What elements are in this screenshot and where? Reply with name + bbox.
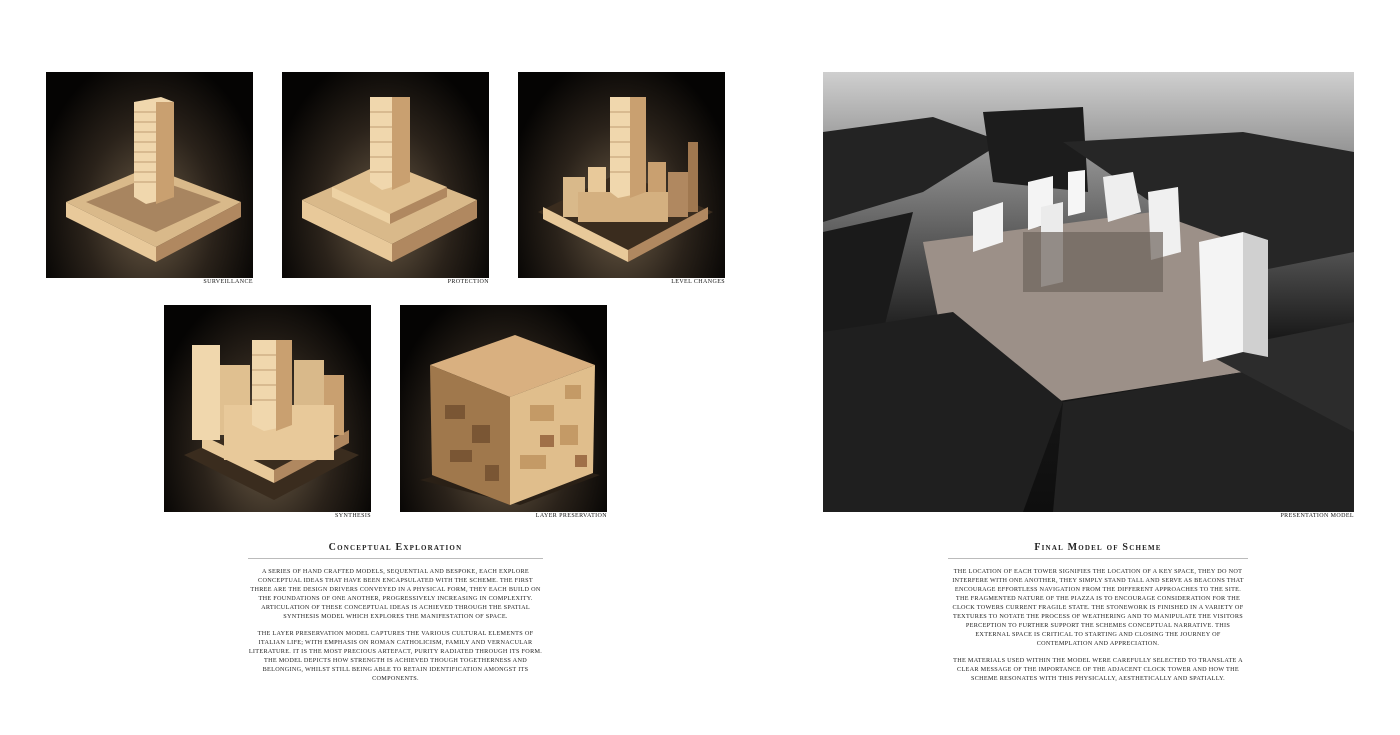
model-photo-surveillance [46,72,253,278]
final-model-paragraph-2: THE MATERIALS USED WITHIN THE MODEL WERE CAREFULLY SELECTED TO TRANSLATE A CLEAR MESSAGE OF THE IMPORTANCE OF THE ADJACENT CLOCK TOWER AND HOW THE SCHEME RESONATES WITH THIS PHYSICALLY, AESTHETICALLY AND SPATIALLY. [953,657,1243,682]
caption-level-changes: LEVEL CHANGES [671,279,725,285]
conceptual-paragraph-2: THE LAYER PRESERVATION MODEL CAPTURES THE VARIOUS CULTURAL ELEMENTS OF ITALIAN LIFE; WITH EMPHASIS ON ROMAN CATHOLICISM, FAMILY AND VERNACULAR LITERATURE. IT IS THE MOST PRECIOUS ARTEFACT, PURITY RADIATED THROUGH ITS FORM. THE MODEL DEPICTS HOW STRENGTH IS ACHIEVED THOUGH TOGETHERNESS AND BELONGING, WHILST STILL BEING ABLE TO RETAIN IDENTIFICATION AMONGST ITS COMPONENTS. [248,630,543,682]
model-photo-protection [282,72,489,278]
final-model-section [948,542,1248,683]
model-photo-level-changes [518,72,725,278]
model-photo-synthesis [164,305,371,512]
presentation-model-photo [823,72,1354,512]
caption-synthesis: SYNTHESIS [335,513,371,519]
model-photo-layer-preservation [400,305,607,512]
caption-presentation-model: PRESENTATION MODEL [1280,513,1354,519]
section-title-final-model: Final Model of Scheme [948,542,1248,559]
caption-protection: PROTECTION [447,279,489,285]
section-title-conceptual-exploration: Conceptual Exploration [248,542,543,559]
conceptual-paragraph-1: A SERIES OF HAND CRAFTED MODELS, SEQUENTIAL AND BESPOKE, EACH EXPLORE CONCEPTUAL IDEAS THAT HAVE BEEN ENCAPSULATED WITH THE SCHEME. THE FIRST THREE ARE THE DESIGN DRIVERS CONVEYED IN A PHYSICAL FORM, THEY EACH BUILD ON THE FOUNDATIONS OF ONE ANOTHER, PROGRESSIVELY INCREASING IN COMPLEXITY. ARTICULATION OF THESE CONCEPTUAL IDEAS IS ACHIEVED THROUGH THE SPATIAL SYNTHESIS MODEL WHICH EXPLORES THE MANIFESTATION OF SPACE. [250,568,541,620]
caption-layer-preservation: LAYER PRESERVATION [535,513,607,519]
final-model-paragraph-1: THE LOCATION OF EACH TOWER SIGNIFIES THE LOCATION OF A KEY SPACE, THEY DO NOT INTERFERE WITH ONE ANOTHER, THEY SIMPLY STAND TALL AND SERVE AS BEACONS THAT ENCOURAGE EFFORTLESS NAVIGATION FROM THE DIFFERENT APPROACHES TO THE SITE. THE FRAGMENTED NATURE OF THE PIAZZA IS TO ENCOURAGE CONSIDERATION FOR THE CLOCK TOWERS CURRENT FRAGILE STATE. THE STONEWORK IS FINISHED IN A VARIETY OF TEXTURES TO NOTATE THE PROCESS OF WEATHERING AND TO MANIPULATE THE VISITORS PERCEPTION TO FURTHER SUPPORT THE SCHEMES CONCEPTUAL NARRATIVE. THIS EXTERNAL SPACE IS CRITICAL TO STARTING AND CLOSING THE JOURNEY OF CONTEMPLATION AND APPRECIATION. [952,568,1244,647]
conceptual-exploration-section [248,542,543,683]
caption-surveillance: SURVEILLANCE [203,279,253,285]
